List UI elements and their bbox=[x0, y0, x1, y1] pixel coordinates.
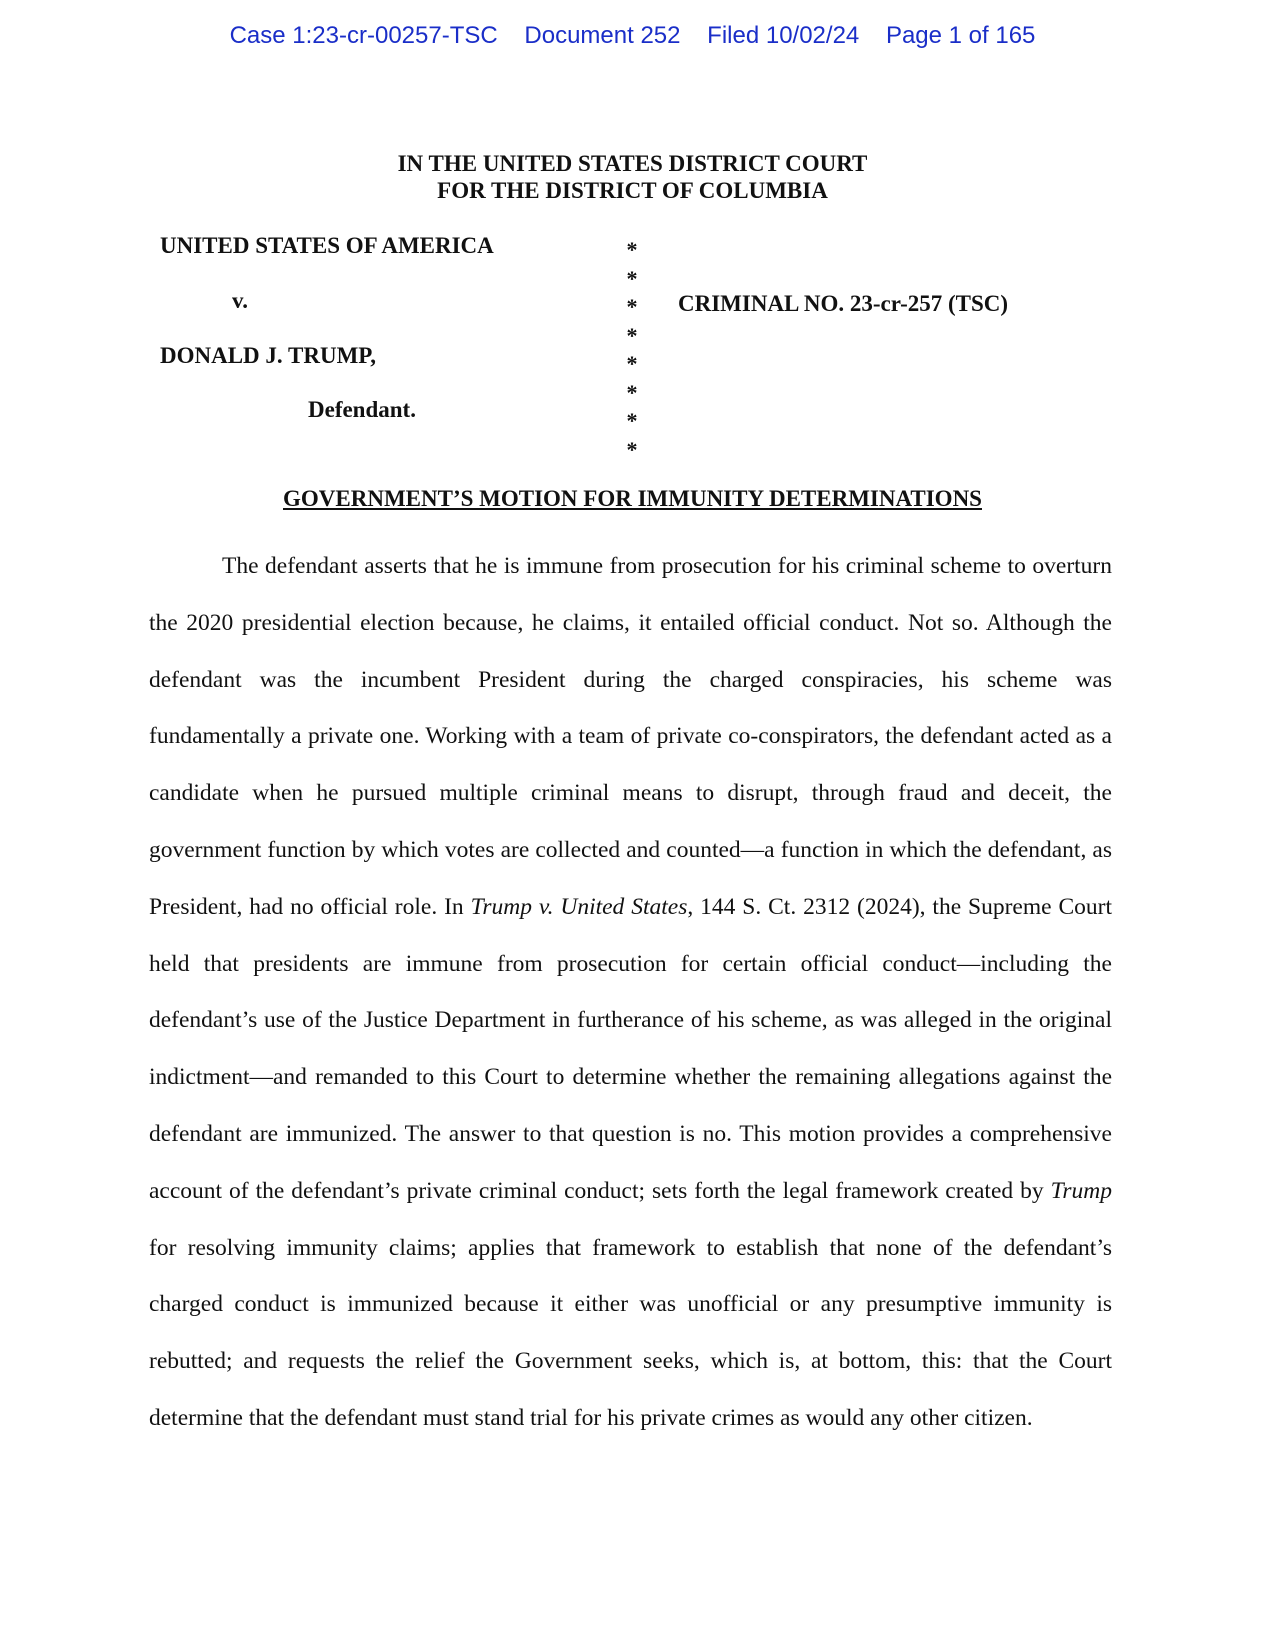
case-number: Case 1:23-cr-00257-TSC bbox=[229, 22, 498, 49]
filed-date: Filed 10/02/24 bbox=[707, 22, 860, 49]
court-heading bbox=[0, 150, 1265, 204]
caption-star: * bbox=[626, 322, 638, 348]
caption-star: * bbox=[626, 265, 638, 291]
caption-star: * bbox=[626, 237, 638, 262]
body-text-part3: for resolving immunity claims; applies that framework to establish that none of the defendant’s charged conduct is immunized because it either was unofficial or any presumptive immunity is rebutted; and requests the relief the Government seeks, which is, at bottom, this: that the Court determine that the defendant must stand trial for his private crimes as would any other citizen. bbox=[149, 1234, 1112, 1431]
body-text-part2: , 144 S. Ct. 2312 (2024), the Supreme Court held that presidents are immune from prosecution for certain official conduct—including the defendant’s use of the Justice Department in furtherance of his scheme, as was alleged in the original indictment—and remanded to this Court to determine whether the remaining allegations against the defendant are immunized. The answer to that question is no. This motion provides a comprehensive account of the defendant’s private criminal conduct; sets forth the legal framework created by bbox=[149, 893, 1112, 1204]
page-indicator: Page 1 of 165 bbox=[885, 22, 1036, 49]
versus-label: v. bbox=[232, 288, 248, 313]
caption-divider bbox=[622, 236, 642, 464]
caption-star: * bbox=[626, 408, 638, 433]
caption-star: * bbox=[626, 379, 638, 405]
defendant-name: DONALD J. TRUMP, bbox=[160, 343, 376, 368]
ecf-filing-header bbox=[0, 22, 1265, 50]
court-district-line: FOR THE DISTRICT OF COLUMBIA bbox=[437, 178, 828, 203]
document-number: Document 252 bbox=[524, 22, 681, 49]
defendant-role: Defendant. bbox=[308, 397, 416, 422]
criminal-case-number: CRIMINAL NO. 23-cr-257 (TSC) bbox=[678, 291, 1009, 316]
caption-star: * bbox=[626, 294, 638, 319]
case-short-name: Trump bbox=[1050, 1177, 1112, 1204]
case-citation-name: Trump v. United States bbox=[470, 893, 688, 920]
body-text-part1: The defendant asserts that he is immune from prosecution for his criminal scheme to overturn the 2020 presidential election because, he claims, it entailed official conduct. Not so. Although the defendant was the incumbent President during the charged conspiracies, his scheme was fundamentally a private one. Working with a team of private co-conspirators, the defendant acted as a candidate when he pursued multiple criminal means to disrupt, through fraud and deceit, the government function by which votes are collected and counted—a function in which the defendant, as President, had no official role. In bbox=[149, 553, 1112, 920]
motion-title: GOVERNMENT’S MOTION FOR IMMUNITY DETERMINATIONS bbox=[283, 486, 982, 511]
motion-body-paragraph bbox=[149, 538, 1112, 1447]
plaintiff-name: UNITED STATES OF AMERICA bbox=[160, 233, 494, 258]
court-name-line: IN THE UNITED STATES DISTRICT COURT bbox=[397, 151, 868, 176]
caption-star: * bbox=[626, 351, 638, 376]
caption-star: * bbox=[626, 436, 638, 462]
